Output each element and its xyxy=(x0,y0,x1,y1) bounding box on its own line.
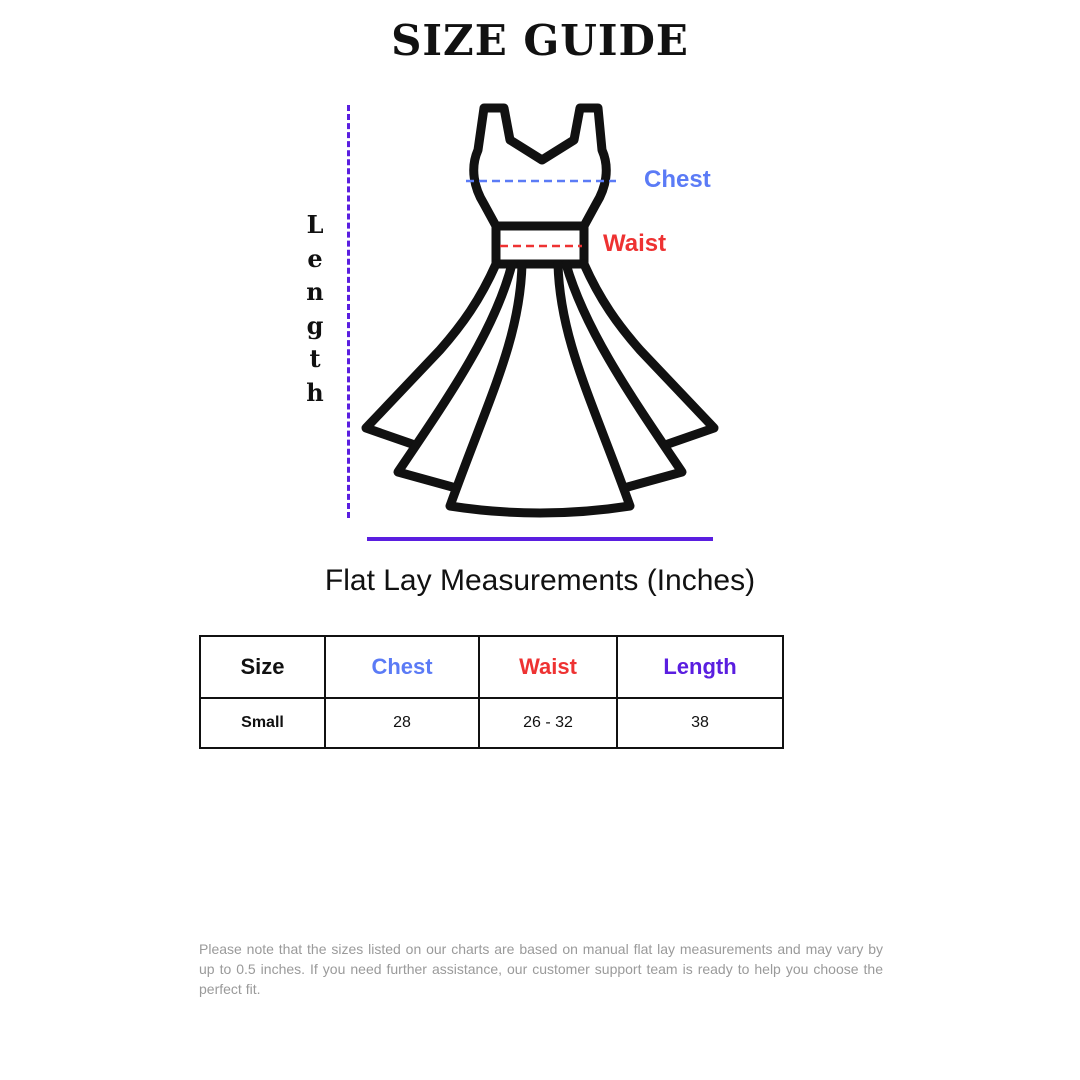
table-header-row xyxy=(200,636,783,698)
dress-bodice xyxy=(474,108,607,226)
measurements-subtitle: Flat Lay Measurements (Inches) xyxy=(324,564,756,597)
table-row xyxy=(200,698,783,748)
cell-chest: 28 xyxy=(325,698,479,748)
length-letter: L xyxy=(306,210,324,239)
header-chest: Chest xyxy=(325,636,479,698)
header-length: Length xyxy=(617,636,783,698)
length-letter: e xyxy=(307,243,323,273)
length-letter: t xyxy=(309,344,321,373)
chest-label: Chest xyxy=(644,166,711,193)
header-size: Size xyxy=(200,636,325,698)
cell-size: Small xyxy=(200,698,325,748)
length-letter: n xyxy=(306,277,324,306)
header-waist: Waist xyxy=(479,636,617,698)
length-letter: g xyxy=(306,310,324,340)
cell-waist: 26 - 32 xyxy=(479,698,617,748)
disclaimer-note: Please note that the sizes listed on our charts are based on manual flat lay measurements and may vary by up to 0.5 inches. If you need further assistance, our customer support team is ready to help you choose the perfect fit. xyxy=(199,941,883,997)
page-title: SIZE GUIDE xyxy=(391,16,689,65)
cell-length: 38 xyxy=(617,698,783,748)
size-table xyxy=(199,635,784,749)
length-letter: h xyxy=(306,377,324,407)
waist-label: Waist xyxy=(603,230,667,257)
